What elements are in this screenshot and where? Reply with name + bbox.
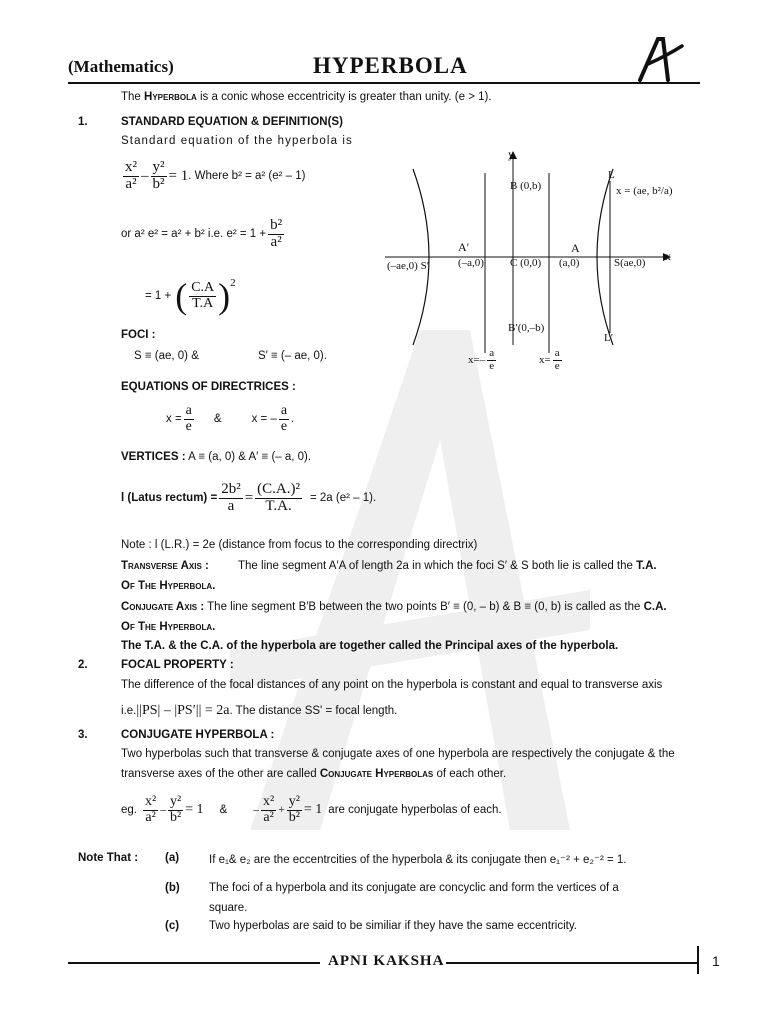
directrices-heading: EQUATIONS OF DIRECTRICES : bbox=[121, 381, 296, 393]
eccentricity-relation: or a² e² = a² + b² i.e. e² = 1 + $\frac{\text{b²}}{\text{a²}}$ bbox=[121, 217, 283, 250]
conjugate-axis-cont: Of The Hyperbola. bbox=[121, 621, 216, 633]
note-a-text: If e₁& e₂ are the eccentrcities of the hyperbola & its conjugate then e₁⁻² + e₂⁻² = 1. bbox=[209, 854, 627, 866]
transverse-axis-cont: Of The Hyperbola. bbox=[121, 580, 216, 592]
label-a: A bbox=[571, 241, 580, 255]
note-a-tag: (a) bbox=[165, 852, 180, 864]
lr-note: Note : l (L.R.) = 2e (distance from focus to the corresponding directrix) bbox=[121, 539, 478, 551]
transverse-axis-def: Transverse Axis : The line segment A′A of length 2a in which the foci S′ & S both lie is called the T.A. bbox=[121, 560, 657, 572]
sec1-number: 1. bbox=[78, 116, 88, 128]
sec1-heading: STANDARD EQUATION & DEFINITION(S) bbox=[121, 116, 343, 128]
label-c: C (0,0) bbox=[510, 257, 542, 269]
note-b-text-1: The foci of a hyperbola and its conjugate are concyclic and form the vertices of a bbox=[209, 882, 619, 894]
sec3-heading: CONJUGATE HYPERBOLA : bbox=[121, 729, 275, 741]
conjugate-def-1: Two hyperbolas such that transverse & conjugate axes of one hyperbola are respectively the conjugate & the bbox=[121, 748, 675, 760]
label-x-axis: x bbox=[665, 249, 671, 263]
focus-s-prime: S′ ≡ (– ae, 0). bbox=[258, 350, 327, 362]
label-pos-a: (a,0) bbox=[559, 257, 580, 269]
brand-logo bbox=[636, 36, 686, 82]
note-c-tag: (c) bbox=[165, 920, 180, 932]
label-neg-a: (–a,0) bbox=[458, 257, 484, 269]
label-y-axis: y bbox=[508, 147, 514, 161]
page-title: HYPERBOLA bbox=[313, 53, 468, 78]
footer-rule-right bbox=[446, 962, 698, 964]
note-b-tag: (b) bbox=[165, 882, 180, 894]
standard-equation: $\frac{\text{x²}}{\text{a²}}$ – $\frac{\text{y²}}{\text{b²}}$ = 1 . Where b² = a² (e² – 1) bbox=[125, 159, 306, 192]
label-l: L bbox=[608, 169, 615, 181]
sec2-number: 2. bbox=[78, 659, 88, 671]
subject-label: (Mathematics) bbox=[68, 57, 174, 76]
focal-property-text: The difference of the focal distances of any point on the hyperbola is constant and equal to transverse axis bbox=[121, 679, 663, 691]
sec2-heading: FOCAL PROPERTY : bbox=[121, 659, 234, 671]
label-directrix-right: x= $\frac{a}{e}$ bbox=[539, 347, 560, 372]
footer-rule-vertical bbox=[697, 946, 699, 974]
sec1-line: Standard equation of the hyperbola is bbox=[121, 135, 353, 147]
sec3-number: 3. bbox=[78, 729, 88, 741]
label-directrix-left: x=– $\frac{a}{e}$ bbox=[468, 347, 495, 372]
footer-brand: APNI KAKSHA bbox=[328, 953, 445, 969]
latus-rectum: l (Latus rectum) = $\frac{\text{2b²}}{a}$ = $\frac{\text{(C.A.)²}}{T.A.}$ = 2a (e² – 1). bbox=[121, 481, 377, 514]
label-s-prime: (–ae,0) S′ bbox=[387, 260, 430, 272]
vertices: VERTICES : A ≡ (a, 0) & A′ ≡ (– a, 0). bbox=[121, 451, 312, 463]
conjugate-example: eg. $\frac{\text{x²}}{\text{a²}}$ – $\frac{\text{y²}}{\text{b²}}$ = 1 & – $\frac{\text{x²}}{\text{a²}}$ + $\frac{\text{y²}}{\text{b²}}$ = 1 are conjugate hyperbolas of each. bbox=[121, 794, 502, 825]
label-latus-eq: x = (ae, b²/a) bbox=[616, 185, 673, 197]
note-that-label: Note That : bbox=[78, 852, 139, 864]
conjugate-axis-def: Conjugate Axis : The line segment B′B between the two points B′ ≡ (0, – b) & B ≡ (0, b) is called as the C.A. bbox=[121, 601, 667, 613]
note-b-text-2: square. bbox=[209, 902, 248, 914]
principal-axes: The T.A. & the C.A. of the hyperbola are together called the Principal axes of the hyperbola. bbox=[121, 640, 619, 652]
label-b-prime: B′(0,–b) bbox=[508, 322, 545, 334]
conjugate-def-2: transverse axes of the other are called Conjugate Hyperbolas of each other. bbox=[121, 768, 507, 780]
label-a-prime: A′ bbox=[458, 240, 470, 254]
focus-s: S ≡ (ae, 0) & bbox=[134, 350, 199, 362]
label-s: S(ae,0) bbox=[614, 257, 646, 269]
note-c-text: Two hyperbolas are said to be similiar if they have the same eccentricity. bbox=[209, 920, 577, 932]
page-number: 1 bbox=[712, 953, 720, 969]
label-b: B (0,b) bbox=[510, 180, 542, 192]
eccentricity-ca-ta: = 1 + ( $\frac{C.A}{T.A}$ ) 2 bbox=[145, 276, 236, 316]
directrix-equations: x = $\frac{a}{e}$ & x = – $\frac{a}{e}$ . bbox=[166, 403, 295, 434]
intro-text: The Hyperbola is a conic whose eccentricity is greater than unity. (e > 1). bbox=[121, 91, 492, 103]
header-rule bbox=[68, 82, 700, 84]
focal-property-eq: i.e.||PS| – |PS′|| = 2a. The distance SS' = focal length. bbox=[121, 703, 398, 718]
label-l-prime: L′ bbox=[604, 332, 614, 344]
footer-rule-left bbox=[68, 962, 320, 964]
foci-heading: FOCI : bbox=[121, 329, 156, 341]
